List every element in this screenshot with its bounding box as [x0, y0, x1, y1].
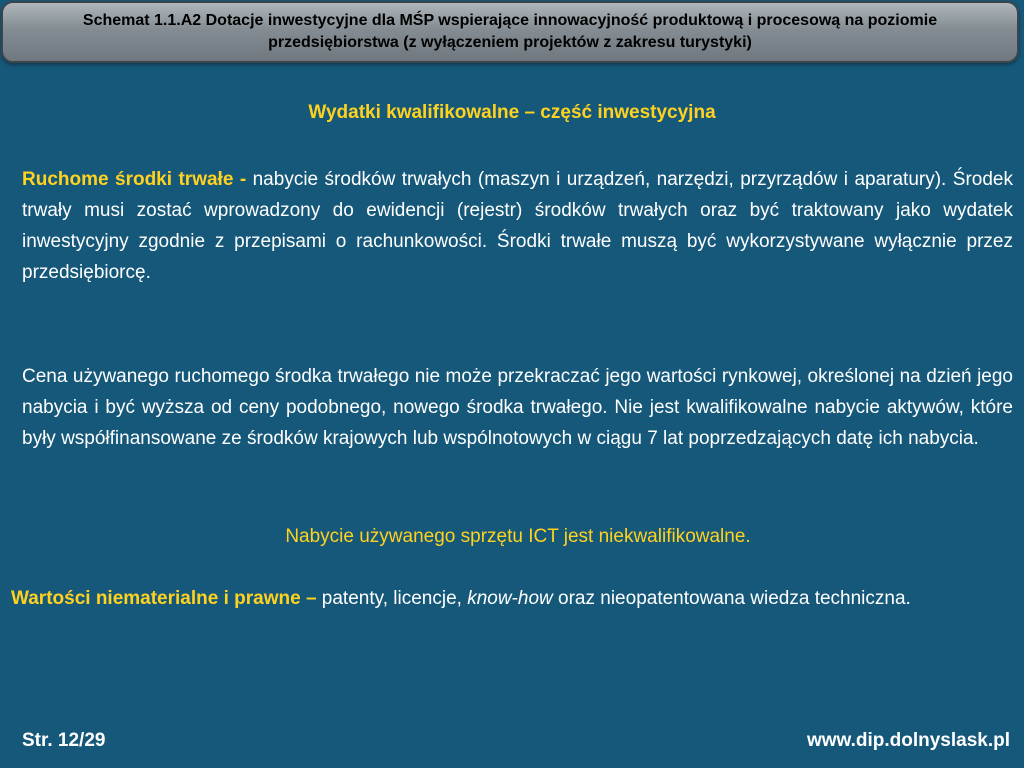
- movable-assets-lead: Ruchome środki trwałe -: [22, 169, 247, 190]
- intangible-assets-dash: –: [300, 588, 322, 609]
- intangible-assets-text-after: oraz nieopatentowana wiedza techniczna.: [552, 588, 911, 609]
- intangible-assets-lead: Wartości niematerialne i prawne: [11, 588, 301, 609]
- paragraph-movable-assets: [22, 164, 1013, 288]
- slide-title-line1: Schemat 1.1.A2 Dotacje inwestycyjne dla MŚP wspierające innowacyjność produktową i procesową na poziomie: [82, 12, 938, 29]
- page-number: Str. 12/29: [22, 730, 106, 751]
- movable-assets-text: nabycie środków trwałych (maszyn i urządzeń, narzędzi, przyrządów i aparatury). Środek trwały musi zostać wprowadzony do ewidencji (rejestr) środków trwałych oraz być traktowany jako wydatek inwestycyjny zgodnie z przepisami o rachunkowości. Środki trwałe muszą być wykorzystywane wyłącznie przez przedsiębiorcę.: [22, 169, 1013, 283]
- slide-title-line2: przedsiębiorstwa (z wyłączeniem projektów z zakresu turystyki): [268, 34, 752, 51]
- ict-notice: Nabycie używanego sprzętu ICT jest niekwalifikowalne.: [285, 526, 751, 547]
- paragraph-intangible-assets: [11, 583, 1013, 614]
- paragraph-used-assets-price: Cena używanego ruchomego środka trwałego nie może przekraczać jego wartości rynkowej, określonej na dzień jego nabycia i być wyższa od ceny podobnego, nowego środka trwałego. Nie jest kwalifikowalne nabycie aktywów, które były współfinansowane ze środków krajowych lub wspólnotowych w ciągu 7 lat poprzedzających datę ich nabycia.: [22, 366, 1013, 449]
- slide-title: [83, 10, 937, 54]
- section-heading: Wydatki kwalifikowalne – część inwestycyjna: [308, 102, 716, 123]
- intangible-assets-knowhow: know-how: [467, 588, 553, 609]
- website-url: www.dip.dolnyslask.pl: [806, 730, 1010, 751]
- header-banner: [1, 1, 1019, 63]
- intangible-assets-text-before: patenty, licencje,: [321, 588, 468, 609]
